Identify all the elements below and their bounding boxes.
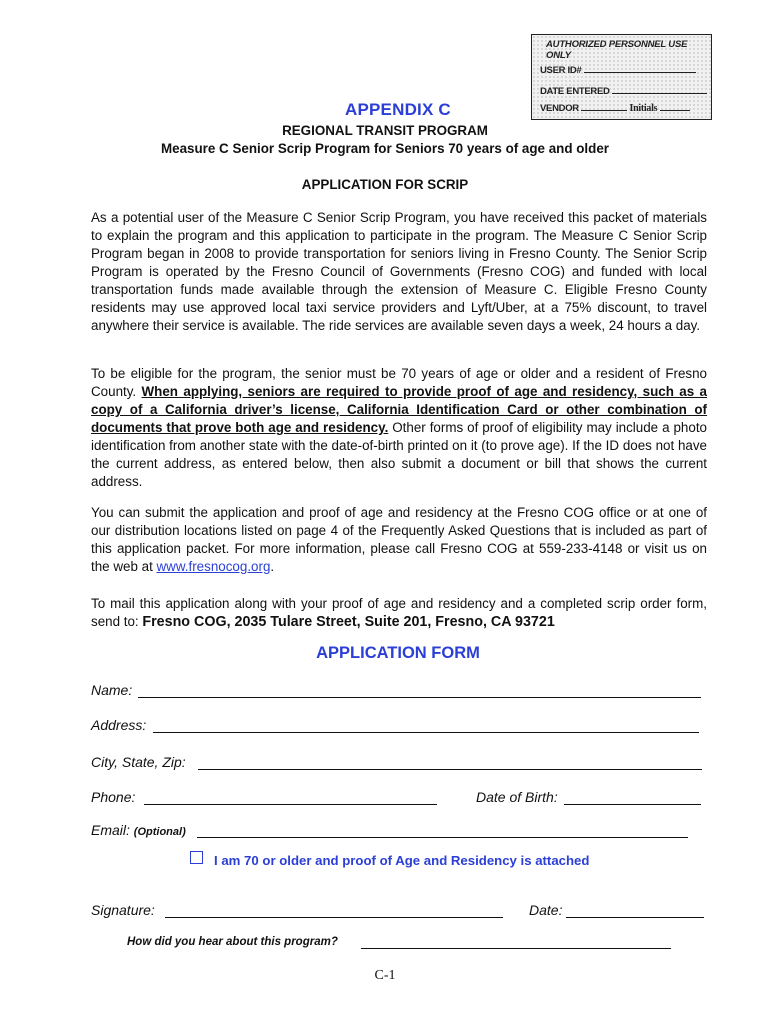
- authorized-personnel-box: [531, 34, 712, 120]
- submission-end: .: [270, 559, 275, 574]
- user-id-line[interactable]: [584, 63, 696, 73]
- name-label: Name:: [91, 682, 133, 698]
- date-of-birth-field[interactable]: [564, 804, 701, 805]
- email-field[interactable]: [197, 837, 688, 838]
- date-field[interactable]: [566, 917, 704, 918]
- page-number: C-1: [374, 968, 396, 983]
- name-field[interactable]: [138, 697, 701, 698]
- email-label-text: Email:: [91, 822, 130, 838]
- application-heading: APPLICATION FOR SCRIP: [301, 177, 469, 192]
- phone-label: Phone:: [91, 789, 136, 805]
- age-residency-checkbox[interactable]: [190, 851, 203, 864]
- user-id-label: USER ID#: [540, 65, 582, 76]
- city-state-zip-field[interactable]: [198, 769, 702, 770]
- initials-line[interactable]: [660, 101, 690, 111]
- application-form-title: APPLICATION FORM: [316, 644, 480, 662]
- date-entered-line[interactable]: [612, 84, 707, 94]
- eligibility-paragraph: [91, 365, 707, 491]
- eligibility-text: To be eligible for the program, the senior must be 70 years of age or older and a resident of Fresno County.: [91, 366, 707, 399]
- appendix-heading: APPENDIX C: [345, 100, 451, 119]
- vendor-row: [540, 101, 690, 114]
- vendor-label: VENDOR: [540, 103, 579, 114]
- date-entered-label: DATE ENTERED: [540, 86, 610, 97]
- user-id-row: [540, 63, 696, 76]
- vendor-line[interactable]: [581, 101, 627, 111]
- mail-paragraph: [91, 595, 707, 631]
- program-subtitle: Measure C Senior Scrip Program for Seniors 70 years of age and older: [161, 141, 609, 156]
- date-entered-row: [540, 84, 707, 97]
- age-residency-checkbox-label: I am 70 or older and proof of Age and Residency is attached: [214, 853, 590, 868]
- address-label: Address:: [91, 717, 147, 733]
- submission-text: You can submit the application and proof of age and residency at the Fresno COG office or at one of our distribution locations listed on page 4 of the Frequently Asked Questions that is included as part of this application packet. For more information, please call Fresno COG at 559-233-4148 or visit us on the web at: [91, 505, 707, 574]
- eligibility-other-forms: Other forms of proof of eligibility may include a photo identification from another state with the date-of-birth printed on it (to prove age). If the ID does not have the current address, as entered below, then also submit a document or bill that shows the current address.: [91, 420, 707, 489]
- fresnocog-link[interactable]: www.fresnocog.org: [156, 559, 271, 574]
- submission-paragraph: [91, 504, 707, 576]
- signature-label: Signature:: [91, 902, 155, 918]
- mail-address: Fresno COG, 2035 Tulare Street, Suite 201, Fresno, CA 93721: [142, 614, 555, 630]
- program-heading: REGIONAL TRANSIT PROGRAM: [282, 123, 488, 138]
- email-label: [91, 822, 186, 838]
- hear-about-label: How did you hear about this program?: [127, 936, 338, 948]
- auth-box-title: AUTHORIZED PERSONNEL USE ONLY: [546, 39, 688, 61]
- intro-paragraph: As a potential user of the Measure C Senior Scrip Program, you have received this packet of materials to explain the program and this application to participate in the program. The Measure C Senior Scrip Program began in 2008 to provide transportation for seniors living in Fresno County. The Senior Scrip Program is operated by the Fresno Council of Governments (Fresno COG) and funded with local transportation funds made available through the extension of Measure C. Eligible Fresno County residents may use approved local taxi service providers and Lyft/Uber, at a 75% discount, to travel anywhere their service is available. The ride services are available seven days a week, 24 hours a day.: [91, 210, 707, 333]
- date-label: Date:: [529, 902, 563, 918]
- initials-label: Initials: [629, 103, 658, 114]
- signature-field[interactable]: [165, 917, 503, 918]
- phone-field[interactable]: [144, 804, 437, 805]
- address-field[interactable]: [153, 732, 699, 733]
- hear-about-field[interactable]: [361, 948, 671, 949]
- email-optional-note: (Optional): [133, 826, 186, 838]
- mail-text: To mail this application along with your proof of age and residency and a completed scrip order form, send to:: [91, 596, 707, 629]
- proof-requirement: When applying, seniors are required to provide proof of age and residency, such as a copy of a California driver’s license, California Identification Card or other combination of documents that prove both age and residency.: [91, 384, 708, 435]
- date-of-birth-label: Date of Birth:: [476, 789, 558, 805]
- city-state-zip-label: City, State, Zip:: [91, 754, 186, 770]
